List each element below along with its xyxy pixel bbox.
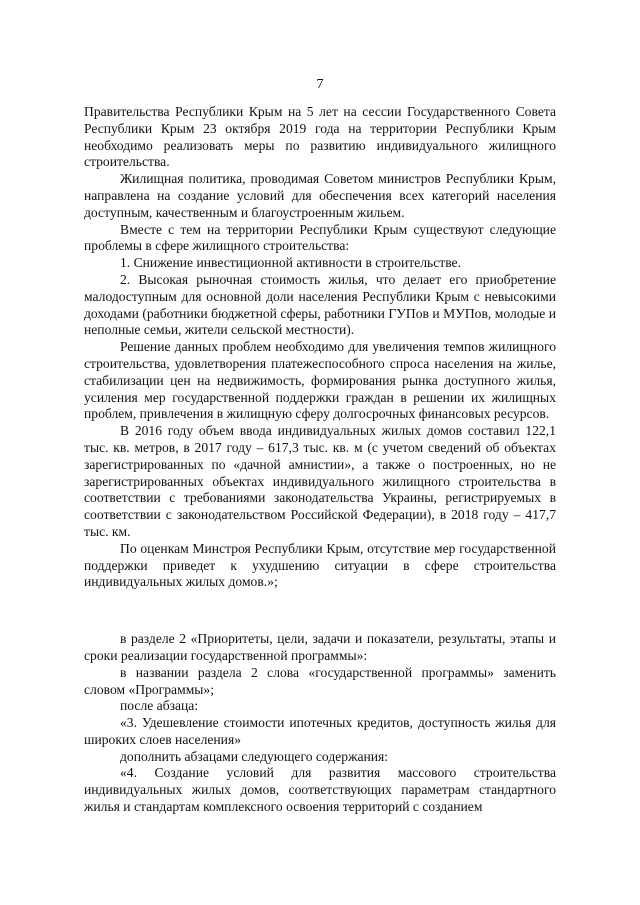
paragraph: Решение данных проблем необходимо для увеличения темпов жилищного строительства, удовлетворения платежеспособного спроса населения на жилье, стабилизации цен на недвижимость, формирования рынка доступного жилья, усиления мер государственной поддержки граждан в решении их жилищных проблем, привлечения в жилищную сферу долгосрочных финансовых ресурсов.	[84, 339, 556, 422]
document-body	[84, 104, 556, 816]
paragraph: 2. Высокая рыночная стоимость жилья, что делает его приобретение малодоступным для основной доли населения Республики Крым с невысокими доходами (работники бюджетной сферы, работники ГУПов и МУПов, молодые и неполные семьи, жители сельской местности).	[84, 271, 556, 338]
paragraph: 1. Снижение инвестиционной активности в строительстве.	[120, 255, 461, 271]
paragraph: Жилищная политика, проводимая Советом министров Республики Крым, направлена на создание условий для обеспечения всех категорий населения доступным, качественным и благоустроенным жильем.	[84, 171, 556, 220]
paragraph: дополнить абзацами следующего содержания:	[120, 748, 389, 764]
paragraph: В 2016 году объем ввода индивидуальных жилых домов составил 122,1 тыс. кв. метров, в 2017 году – 617,3 тыс. кв. м (с учетом сведений об объектах зарегистрированных по «дачной амнистии», а также о построенных, но не зарегистрированных объектах индивидуального жилищного строительства в соответствии с требованиями законодательства Украины, регистрируемых в соответствии с законодательством Российской Федерации), в 2018 году – 417,7 тыс. км.	[84, 423, 556, 539]
paragraph: в разделе 2 «Приоритеты, цели, задачи и показатели, результаты, этапы и сроки реализации государственной программы»:	[84, 631, 556, 663]
page-number: 7	[316, 77, 324, 92]
paragraph: в названии раздела 2 слова «государственной программы» заменить словом «Программы»;	[84, 664, 556, 697]
paragraph: Вместе с тем на территории Республики Крым существуют следующие проблемы в сфере жилищного строительства:	[84, 221, 556, 254]
paragraph: По оценкам Минстроя Республики Крым, отсутствие мер государственной поддержки приведет к ухудшению ситуации в сфере строительства индивидуальных жилых домов.»;	[84, 540, 556, 590]
paragraph: «4. Создание условий для развития массового строительства индивидуальных жилых домов, соответствующих параметрам стандартного жилья и стандартам комплексного освоения территорий с созданием	[84, 765, 556, 815]
paragraph: Правительства Республики Крым на 5 лет на сессии Государственного Совета Республики Крым 23 октября 2019 года на территории Республики Крым необходимо реализовать меры по развитию индивидуального жилищного строительства.	[84, 104, 556, 170]
paragraph: после абзаца:	[120, 698, 199, 714]
section-gap	[84, 591, 556, 631]
paragraph: «3. Удешевление стоимости ипотечных кредитов, доступность жилья для широких слоев населения»	[84, 715, 556, 747]
